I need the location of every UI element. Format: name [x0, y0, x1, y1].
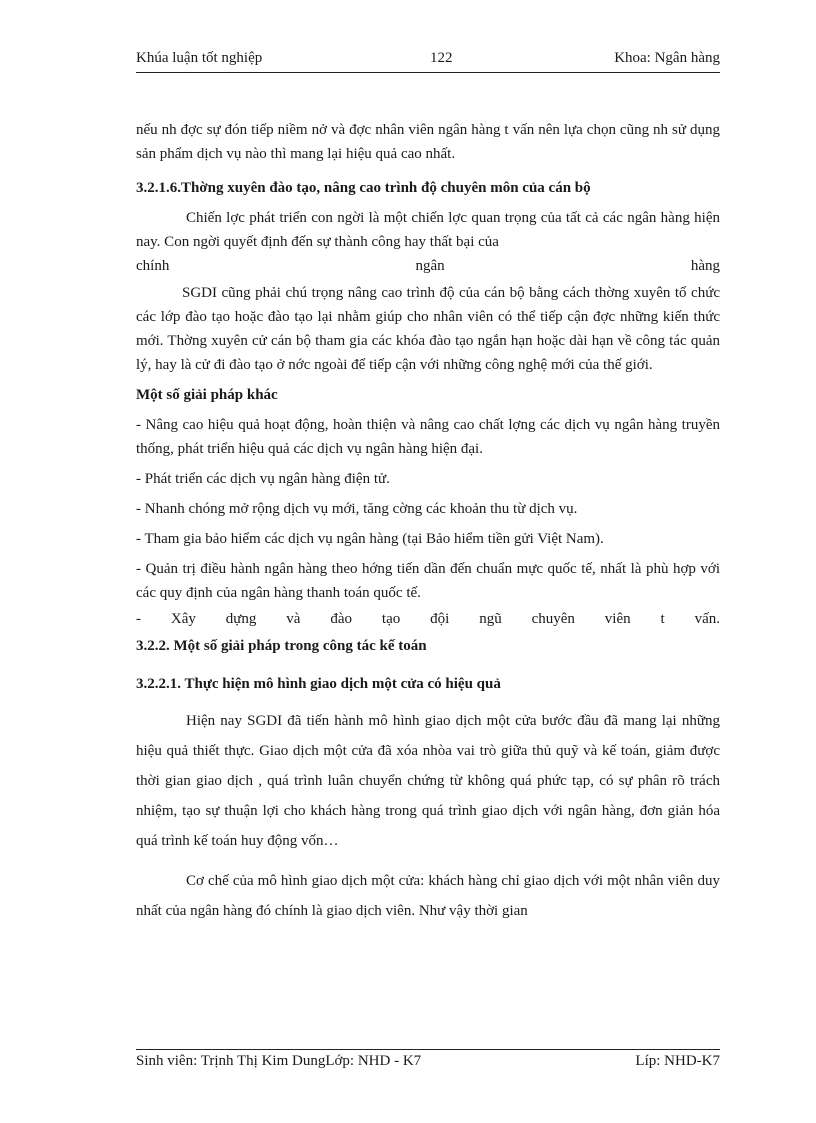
paragraph-strategy-last-line: chính ngân hàng	[136, 258, 720, 274]
paragraph-training: SGDI cũng phải chú trọng nâng cao trình độ của cán bộ bằng cách thờng xuyên tổ chức các lớp đào tạo hoặc đào tạo lại nhằm giúp cho nhân viên có thể tiếp cận đợc những kiến thức mới. Thờng xuyên cử cán bộ tham gia các khóa đào tạo ngắn hạn hoặc dài hạn về công tác quản lý, hay là cử đi đào tạo ở nớc ngoài để tiếp cận với những công nghệ mới của thế giới.	[136, 285, 720, 373]
bullet-consultants: - Xây dựng và đào tạo đội ngũ chuyên viên t vấn.	[136, 611, 720, 627]
header-thesis-label: Khúa luận tốt nghiệp	[136, 50, 263, 66]
paragraph-one-stop-model: Hiện nay SGDI đã tiến hành mô hình giao dịch một cửa bước đầu đã mang lại những hiệu quả thiết thực. Giao dịch một cửa đã xóa nhòa vai trò giữa thủ quỹ và kế toán, giảm được thời gian giao dịch , quá trình luân chuyển chứng từ không quá phức tạp, có sự phân rõ trách nhiệm, tạo sự thuận lợi cho khách hàng trong quá trình giao dịch với ngân hàng, đơn giản hóa quá trình kế toán huy động vốn…	[136, 713, 720, 849]
footer-class-info: Líp: NHD-K7	[635, 1053, 720, 1069]
paragraph-intro: nếu nh đợc sự đón tiếp niềm nở và đợc nhân viên ngân hàng t vấn nên lựa chọn cũng nh sử dụng sản phẩm dịch vụ nào thì mang lại hiệu quả cao nhất.	[136, 122, 720, 162]
bullet-improve-services: - Nâng cao hiệu quả hoạt động, hoàn thiện và nâng cao chất lợng các dịch vụ ngân hàng truyền thống, phát triển hiệu quả các dịch vụ ngân hàng hiện đại.	[136, 417, 720, 457]
bullet-governance: - Quản trị điều hành ngân hàng theo hớng tiến dần đến chuẩn mực quốc tế, nhất là phù hợp với các quy định của ngân hàng thanh toán quốc tế.	[136, 561, 720, 601]
bullet-new-services: - Nhanh chóng mở rộng dịch vụ mới, tăng cờng các khoản thu từ dịch vụ.	[136, 501, 578, 517]
paragraph-mechanism: Cơ chế của mô hình giao dịch một cửa: khách hàng chỉ giao dịch với một nhân viên duy nhất của ngân hàng đó chính là giao dịch viên. Như vậy thời gian	[136, 873, 720, 919]
paragraph-strategy: Chiến lợc phát triển con ngời là một chiến lợc quan trọng của tất cả các ngân hàng hiện nay. Con ngời quyết định đến sự thành công hay thất bại của	[136, 210, 720, 250]
section-heading-3-2-2: 3.2.2. Một số giải pháp trong công tác kế toán	[136, 638, 427, 654]
section-heading-3-2-2-1: 3.2.2.1. Thực hiện mô hình giao dịch một cửa có hiệu quả	[136, 676, 501, 692]
header-faculty-label: Khoa: Ngân hàng	[614, 50, 720, 66]
page-content	[136, 118, 720, 926]
header-divider	[136, 72, 720, 73]
bullet-e-banking: - Phát triển các dịch vụ ngân hàng điện tử.	[136, 471, 390, 487]
section-heading-other-solutions: Một số giải pháp khác	[136, 387, 278, 403]
footer-student-info: Sinh viên: Trịnh Thị Kim DungLớp: NHD - K7	[136, 1053, 422, 1069]
page-header	[136, 48, 720, 72]
header-page-number: 122	[430, 50, 453, 66]
footer-divider	[136, 1049, 720, 1050]
section-heading-3-2-1-6: 3.2.1.6.Thờng xuyên đào tạo, nâng cao trình độ chuyên môn của cán bộ	[136, 180, 591, 196]
bullet-deposit-insurance: - Tham gia bảo hiểm các dịch vụ ngân hàng (tại Bảo hiểm tiền gửi Việt Nam).	[136, 531, 604, 547]
